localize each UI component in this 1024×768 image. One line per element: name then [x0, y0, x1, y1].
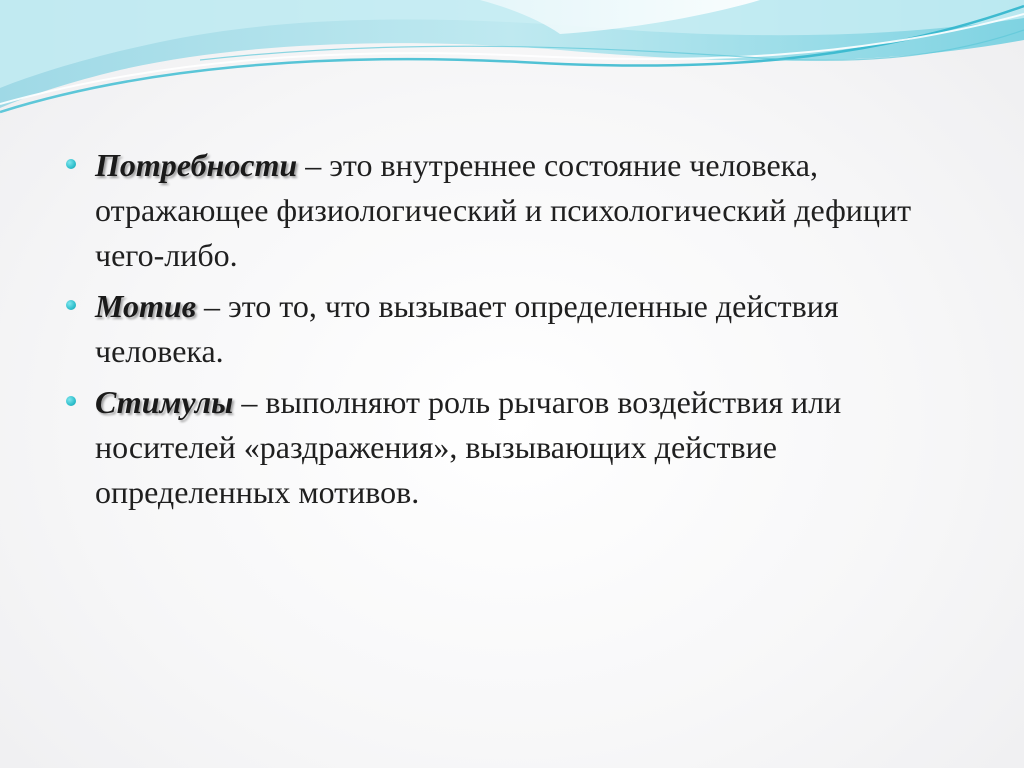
bullet-item-stimuli [62, 380, 972, 515]
term-motive: Мотив [95, 288, 196, 324]
header-wave-decoration [0, 0, 1024, 130]
definition-needs: – это внутреннее состояние человека, отражающее физиологический и психологический дефицит чего-либо. [95, 147, 912, 273]
definition-stimuli: – выполняют роль рычагов воздействия или носителей «раздражения», вызывающих действие определенных мотивов. [95, 384, 842, 510]
bullet-item-motive [62, 284, 972, 374]
bullet-dot-icon [66, 159, 76, 169]
term-stimuli: Стимулы [95, 384, 234, 420]
bullet-item-needs [62, 143, 972, 278]
term-needs: Потребности [95, 147, 298, 183]
bullet-dot-icon [66, 300, 76, 310]
definition-motive: – это то, что вызывает определенные действия человека. [95, 288, 839, 369]
bullet-dot-icon [66, 396, 76, 406]
bullet-list [62, 143, 972, 521]
